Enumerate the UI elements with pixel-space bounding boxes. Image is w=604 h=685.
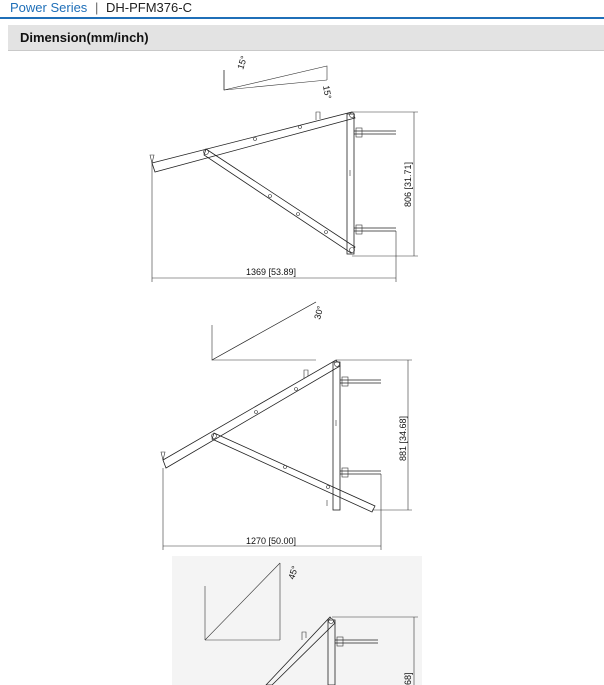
- dimension-lines-2: [163, 360, 412, 550]
- angle-indicator-2: [212, 302, 326, 360]
- series-name: Power Series: [10, 0, 88, 15]
- angle-label-1b: 15°: [321, 84, 334, 100]
- angle-indicator-1: [224, 54, 333, 100]
- bracket-2: [161, 360, 381, 512]
- section-title: Dimension(mm/inch): [20, 30, 149, 45]
- angle-label-1: 15°: [235, 54, 250, 71]
- bracket-1: [150, 112, 396, 254]
- angle-label-2: 30°: [312, 304, 326, 321]
- drawing-30-degree: [161, 302, 412, 550]
- model-name: DH-PFM376-C: [106, 0, 192, 15]
- height-label-1: 806 [31.71]: [403, 161, 413, 207]
- height-label-3: 68]: [403, 672, 413, 685]
- height-label-2: 881 [34.68]: [398, 415, 408, 461]
- angle-label-3: 45°: [286, 564, 301, 581]
- drawing-45-degree: [172, 556, 422, 685]
- drawing-15-degree: [150, 54, 418, 282]
- width-label-1: 1369 [53.89]: [246, 267, 297, 277]
- header-separator: |: [95, 0, 99, 15]
- width-label-2: 1270 [50.00]: [246, 536, 297, 546]
- dimension-lines-1: [152, 112, 418, 282]
